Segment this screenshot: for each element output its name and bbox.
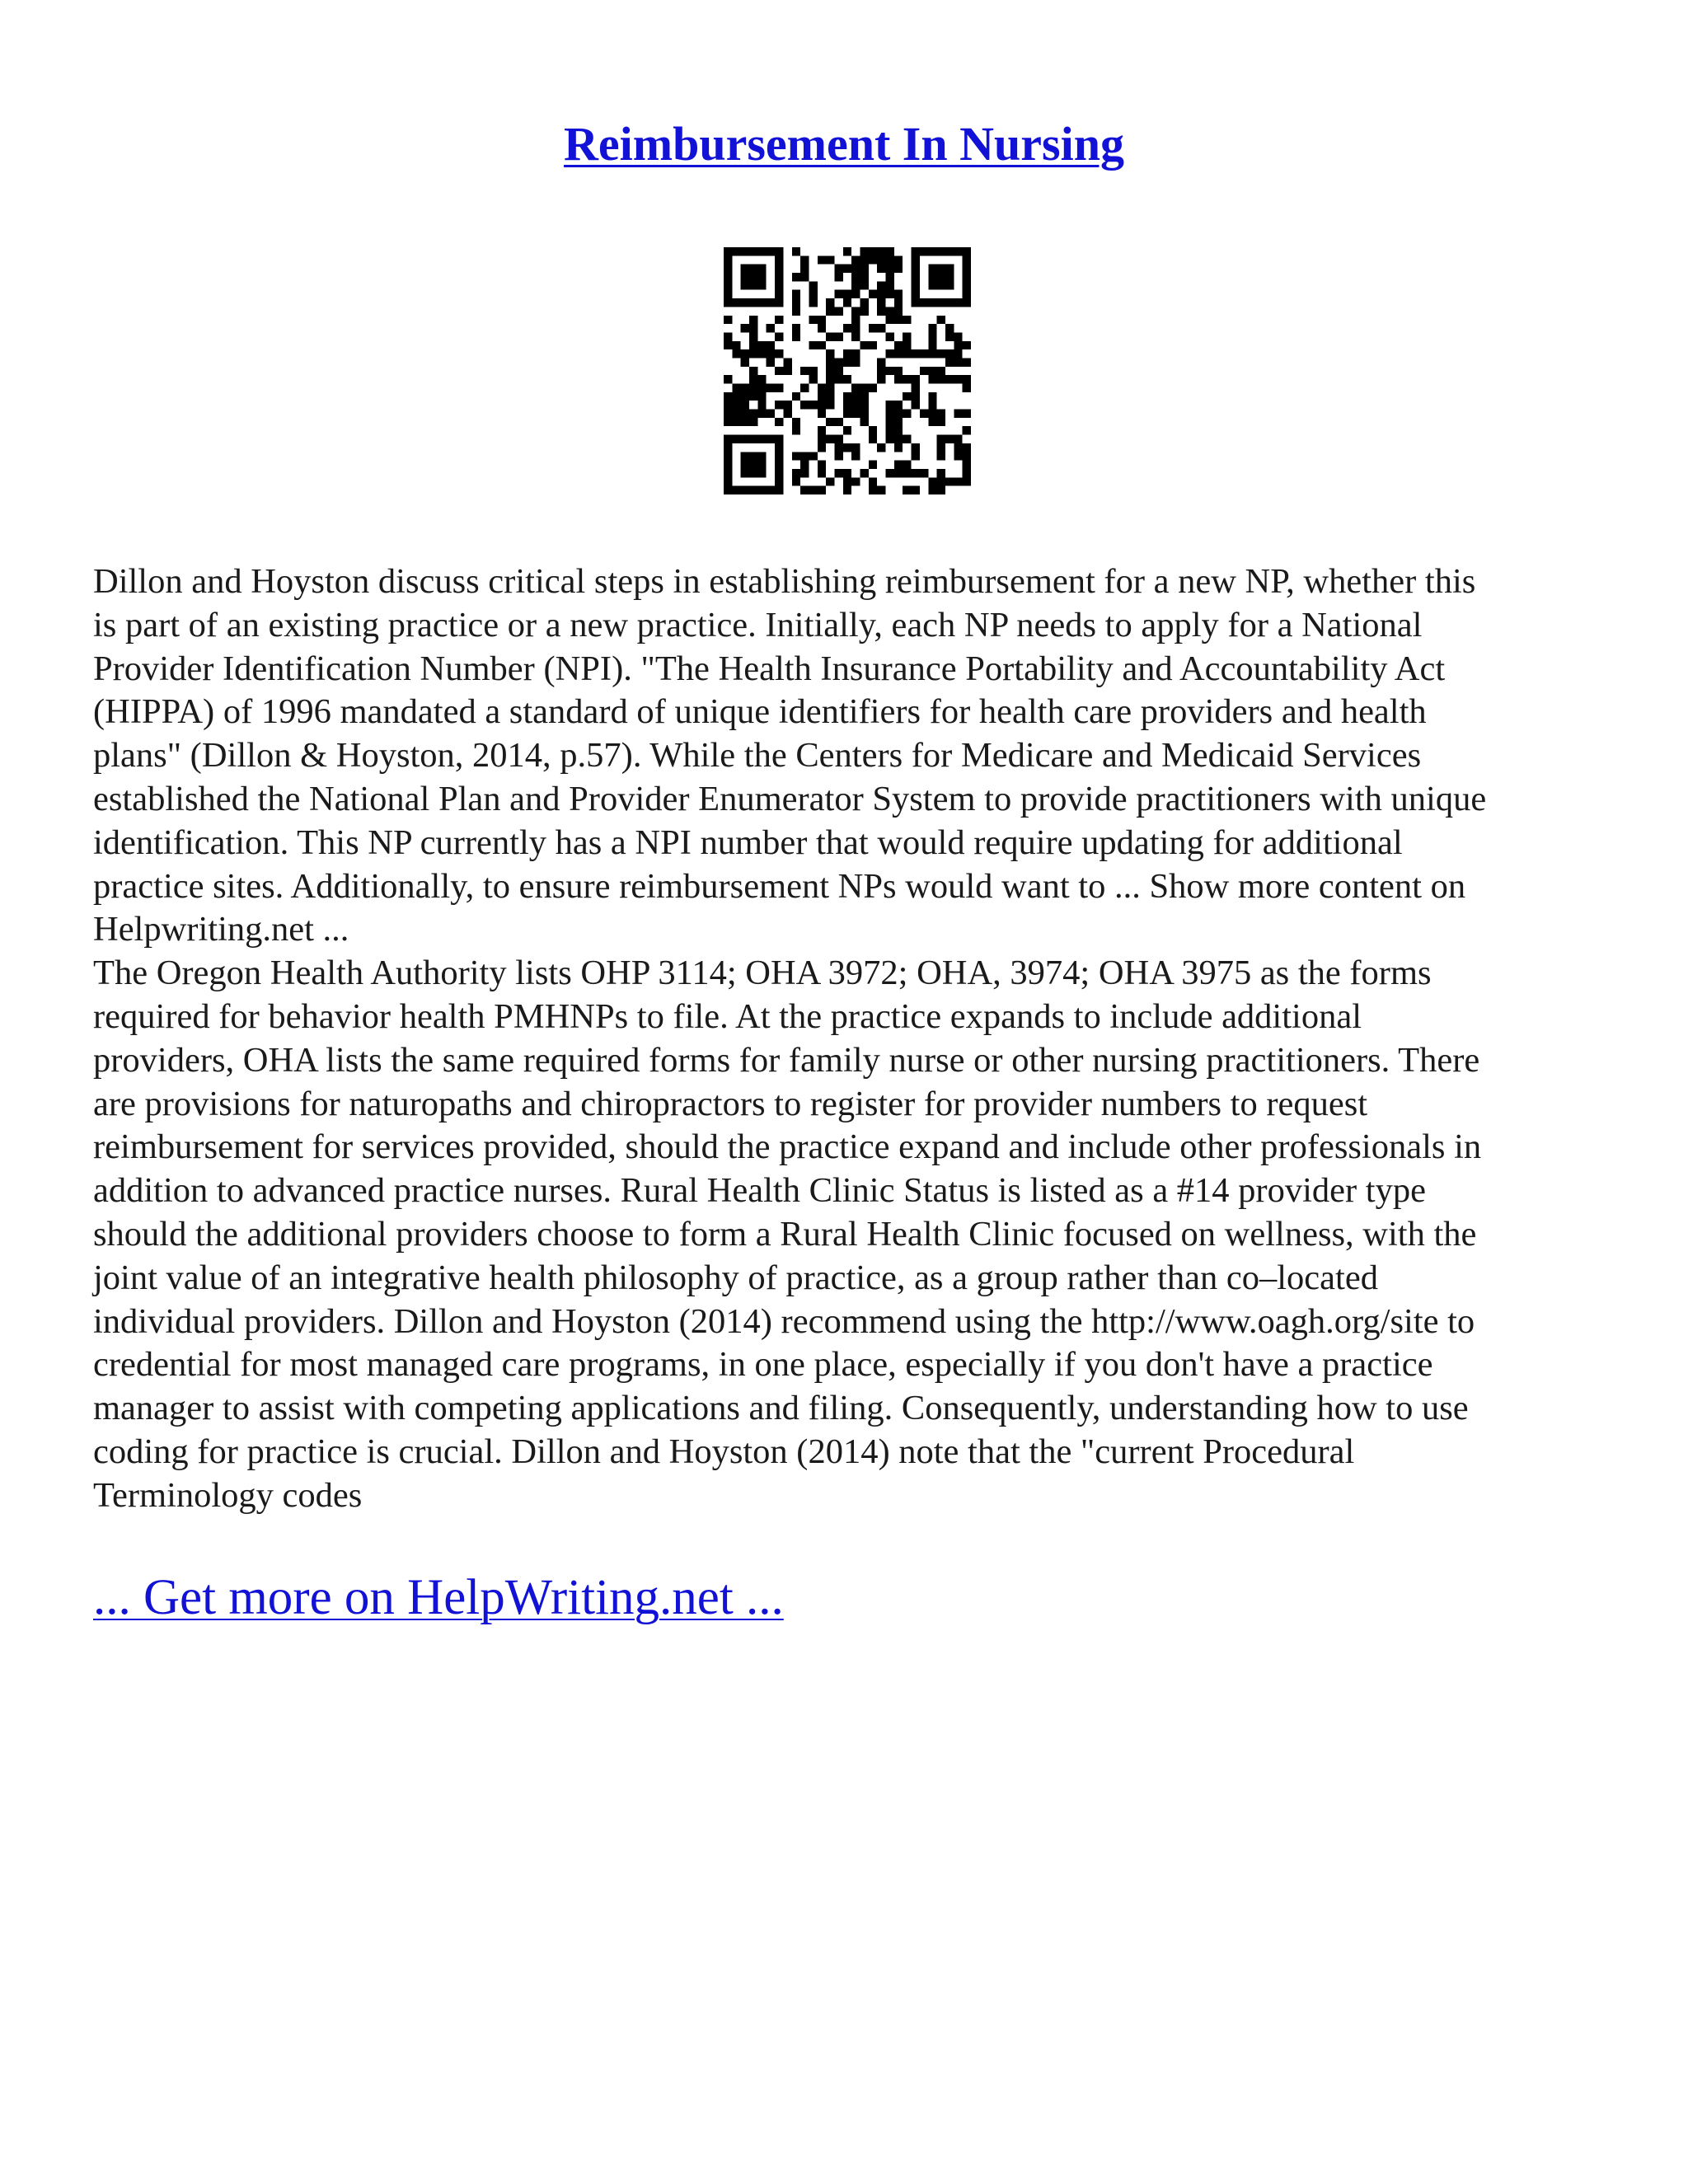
paragraph-1: Dillon and Hoyston discuss critical steps in establishing reimbursement for a new NP, whether this is part of an existing practice or a new practice. Initially, each NP needs to apply for a National Provider Identification Number (NPI). "The Health Insurance Portability and Accountability Act (HIPPA) of 1996 mandated a standard of unique identifiers for health care providers and health plans" (Dillon & Hoyston, 2014, p.57). While the Centers for Medicare and Medicaid Services established the National Plan and Provider Enumerator System to provide practitioners with unique identification. This NP currently has a NPI number that would require updating for additional practice sites. Additionally, to ensure reimbursement NPs would want to ... Show more content on Helpwriting.net ...	[93, 562, 1487, 949]
document-title-link[interactable]: Reimbursement In Nursing	[564, 117, 1124, 171]
paragraph-2: The Oregon Health Authority lists OHP 3114; OHA 3972; OHA, 3974; OHA 3975 as the forms required for behavior health PMHNPs to file. At the practice expands to include additional providers, OHA lists the same required forms for family nurse or other nursing practitioners. There are provisions for naturopaths and chiropractors to register for provider numbers to request reimbursement for services provided, should the practice expand and include other professionals in addition to advanced practice nurses. Rural Health Clinic Status is listed as a #14 provider type should the additional providers choose to form a Rural Health Clinic focused on wellness, with the joint value of an integrative health philosophy of practice, as a group rather than co–located individual providers. Dillon and Hoyston (2014) recommend using the http://www.oagh.org/site to credential for most managed care programs, in one place, especially if you don't have a practice manager to assist with competing applications and filing. Consequently, understanding how to use coding for practice is crucial. Dillon and Hoyston (2014) note that the "current Procedural Terminology codes	[93, 954, 1482, 1515]
get-more-link[interactable]: ... Get more on HelpWriting.net ...	[93, 1570, 784, 1625]
document-body	[93, 560, 1601, 1518]
qr-code-icon	[724, 247, 971, 494]
